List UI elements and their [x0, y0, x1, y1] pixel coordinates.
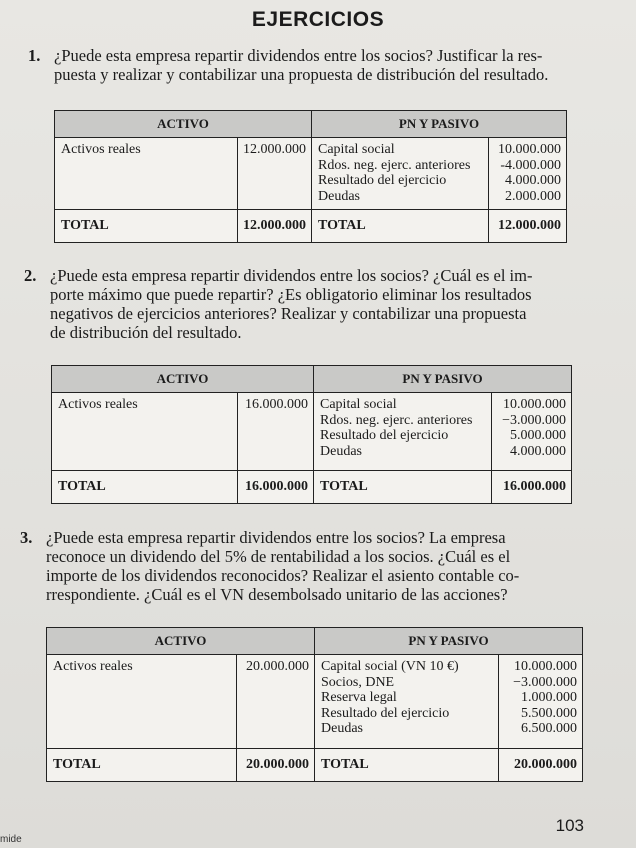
pasivo-value: −3.000.000 — [513, 674, 577, 690]
pasivo-items-cell — [315, 655, 499, 749]
pasivo-item: Deudas — [321, 721, 363, 736]
activo-header: ACTIVO — [55, 111, 312, 138]
question-line: ¿Puede esta empresa repartir dividendos entre los socios? La empresa — [46, 528, 506, 547]
pasivo-header: PN Y PASIVO — [314, 366, 572, 393]
activo-item: Activos reales — [53, 659, 133, 674]
total-label: TOTAL — [52, 471, 238, 504]
pasivo-item: Rdos. neg. ejerc. anteriores — [320, 412, 473, 428]
table-header-row — [52, 366, 572, 393]
question-line: puesta y realizar y contabilizar una propuesta de distribución del resultado. — [54, 65, 549, 84]
pasivo-value: 4.000.000 — [510, 443, 566, 459]
question-line: reconoce un dividendo del 5% de rentabilidad a los socios. ¿Cuál es el — [46, 547, 511, 566]
question-line: importe de los dividendos reconocidos? Realizar el asiento contable co- — [46, 566, 520, 585]
pasivo-value: -4.000.000 — [500, 157, 561, 173]
pasivo-values-cell — [489, 138, 567, 210]
pasivo-value: 4.000.000 — [505, 173, 561, 188]
pasivo-item: Capital social — [318, 142, 395, 157]
pasivo-items-cell — [312, 138, 489, 210]
activo-header: ACTIVO — [47, 628, 315, 655]
pasivo-item: Deudas — [320, 443, 362, 459]
pasivo-item: Reserva legal — [321, 690, 397, 705]
activo-values-cell — [237, 655, 315, 749]
table-body-row — [47, 655, 583, 749]
exercise-2-question — [24, 266, 576, 342]
activo-item: Activos reales — [58, 397, 138, 412]
table-header-row — [47, 628, 583, 655]
pasivo-item: Resultado del ejercicio — [321, 705, 450, 721]
pasivo-header: PN Y PASIVO — [312, 111, 567, 138]
total-pasivo: 12.000.000 — [489, 210, 567, 243]
activo-value: 16.000.000 — [245, 397, 308, 412]
total-label: TOTAL — [314, 471, 492, 504]
pasivo-value: 5.000.000 — [510, 428, 566, 443]
total-activo: 20.000.000 — [237, 749, 315, 782]
total-label: TOTAL — [312, 210, 489, 243]
table-header-row — [55, 111, 567, 138]
activo-value: 20.000.000 — [246, 659, 309, 674]
table-body-row — [52, 393, 572, 471]
exercise-number: 1. — [28, 46, 41, 65]
activo-values-cell — [238, 393, 314, 471]
exercise-3-balance-table — [46, 627, 583, 782]
pasivo-item: Socios, DNE — [321, 674, 395, 690]
pasivo-values-cell — [492, 393, 572, 471]
page-number: 103 — [555, 816, 584, 835]
pasivo-values-cell — [499, 655, 583, 749]
pasivo-item: Deudas — [318, 188, 360, 204]
question-line: rrespondiente. ¿Cuál es el VN desembolsado unitario de las acciones? — [46, 585, 508, 604]
total-pasivo: 16.000.000 — [492, 471, 572, 504]
pasivo-value: 6.500.000 — [521, 721, 577, 736]
pasivo-items-cell — [314, 393, 492, 471]
total-label: TOTAL — [47, 749, 237, 782]
page-title: EJERCICIOS — [251, 8, 385, 31]
activo-items-cell — [47, 655, 237, 749]
pasivo-item: Rdos. neg. ejerc. anteriores — [318, 157, 471, 173]
question-line: ¿Puede esta empresa repartir dividendos entre los socios? ¿Cuál es el im- — [50, 266, 533, 285]
activo-item: Activos reales — [61, 142, 141, 157]
activo-values-cell — [238, 138, 312, 210]
margin-text: mide — [0, 834, 22, 845]
pasivo-value: 2.000.000 — [505, 188, 561, 204]
total-activo: 12.000.000 — [238, 210, 312, 243]
exercise-number: 3. — [20, 528, 33, 547]
table-total-row — [47, 749, 583, 782]
exercise-number: 2. — [24, 266, 37, 285]
pasivo-value: 10.000.000 — [498, 142, 561, 157]
exercise-3-question — [20, 528, 580, 604]
pasivo-item: Resultado del ejercicio — [320, 428, 449, 443]
table-body-row — [55, 138, 567, 210]
activo-value: 12.000.000 — [243, 142, 306, 157]
question-line: negativos de ejercicios anteriores? Realizar y contabilizar una propuesta — [50, 304, 527, 323]
pasivo-value: −3.000.000 — [502, 412, 566, 428]
question-line: ¿Puede esta empresa repartir dividendos entre los socios? Justificar la res- — [54, 46, 543, 65]
pasivo-item: Resultado del ejercicio — [318, 173, 447, 188]
activo-items-cell — [52, 393, 238, 471]
total-activo: 16.000.000 — [238, 471, 314, 504]
question-line: de distribución del resultado. — [50, 323, 242, 342]
pasivo-value: 5.500.000 — [521, 705, 577, 721]
total-pasivo: 20.000.000 — [499, 749, 583, 782]
exercise-1-question — [28, 46, 574, 84]
pasivo-header: PN Y PASIVO — [315, 628, 583, 655]
table-total-row — [52, 471, 572, 504]
pasivo-item: Capital social (VN 10 €) — [321, 659, 459, 674]
exercise-1-balance-table — [54, 110, 567, 243]
table-total-row — [55, 210, 567, 243]
activo-header: ACTIVO — [52, 366, 314, 393]
total-label: TOTAL — [315, 749, 499, 782]
pasivo-value: 10.000.000 — [514, 659, 577, 674]
pasivo-value: 10.000.000 — [503, 397, 566, 412]
question-line: porte máximo que puede repartir? ¿Es obligatorio eliminar los resultados — [50, 285, 532, 304]
activo-items-cell — [55, 138, 238, 210]
total-label: TOTAL — [55, 210, 238, 243]
pasivo-item: Capital social — [320, 397, 397, 412]
exercise-2-balance-table — [51, 365, 572, 504]
pasivo-value: 1.000.000 — [521, 690, 577, 705]
